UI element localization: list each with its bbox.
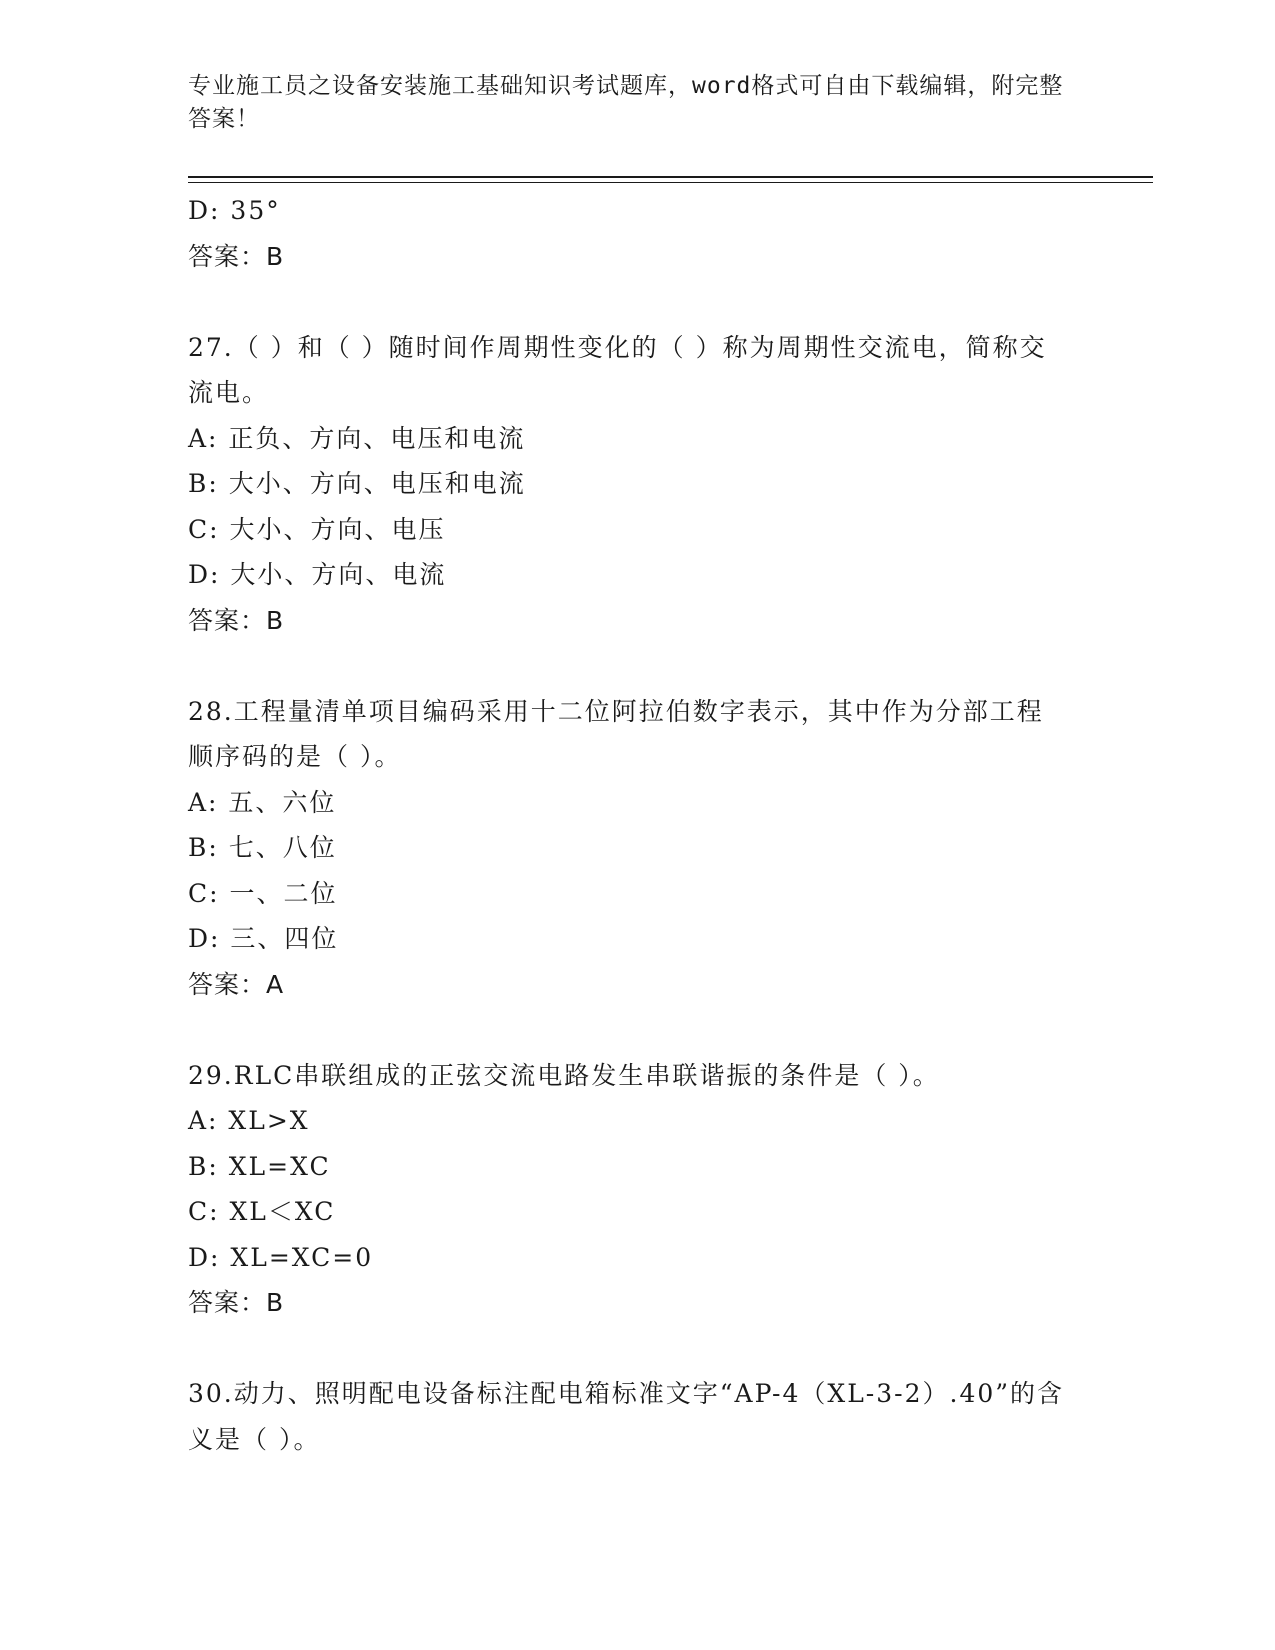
question-30 bbox=[188, 1371, 1153, 1462]
option-d: D: 大小、方向、电流 bbox=[188, 560, 447, 589]
option-c: C: XL＜XC bbox=[188, 1197, 336, 1226]
header-divider-thick bbox=[188, 176, 1153, 178]
option-a: A: 正负、方向、电压和电流 bbox=[188, 423, 526, 453]
page-header-title: 专业施工员之设备安装施工基础知识考试题库，word格式可自由下载编辑，附完整答案！ bbox=[188, 73, 1064, 132]
option-c: C: 一、二位 bbox=[188, 878, 338, 908]
spacer bbox=[188, 1326, 1153, 1372]
spacer bbox=[188, 1007, 1153, 1053]
question-text: 28.工程量清单项目编码采用十二位阿拉伯数字表示，其中作为分部工程顺序码的是（ ）。 bbox=[188, 696, 1044, 771]
spacer bbox=[188, 279, 1153, 325]
option-b: B: 七、八位 bbox=[188, 833, 337, 862]
question-text: 29.RLC串联组成的正弦交流电路发生串联谐振的条件是（ ）。 bbox=[188, 1060, 940, 1090]
option-d: D: XL=XC=0 bbox=[188, 1242, 374, 1272]
spacer bbox=[188, 643, 1153, 689]
question-text: 27.（ ）和（ ）随时间作周期性变化的（ ）称为周期性交流电，简称交流电。 bbox=[188, 332, 1047, 407]
answer: 答案：A bbox=[188, 969, 285, 999]
answer: 答案：B bbox=[188, 1288, 285, 1317]
option-b: B: XL=XC bbox=[188, 1151, 331, 1181]
option-b: B: 大小、方向、电压和电流 bbox=[188, 469, 526, 498]
prev-answer: 答案：B bbox=[188, 241, 285, 271]
option-a: A: XL>X bbox=[188, 1106, 310, 1135]
question-27 bbox=[188, 325, 1153, 644]
question-content bbox=[188, 188, 1153, 1462]
question-29 bbox=[188, 1053, 1153, 1326]
prev-option-d: D: 35° bbox=[188, 196, 281, 225]
question-text: 30.动力、照明配电设备标注配电箱标准文字“AP-4（XL-3-2）.40”的含义是（ ）。 bbox=[188, 1379, 1065, 1454]
answer: 答案：B bbox=[188, 605, 285, 635]
option-c: C: 大小、方向、电压 bbox=[188, 514, 446, 544]
question-28 bbox=[188, 689, 1153, 1008]
option-d: D: 三、四位 bbox=[188, 924, 339, 953]
header-divider-thin bbox=[188, 182, 1153, 183]
option-a: A: 五、六位 bbox=[188, 787, 337, 817]
